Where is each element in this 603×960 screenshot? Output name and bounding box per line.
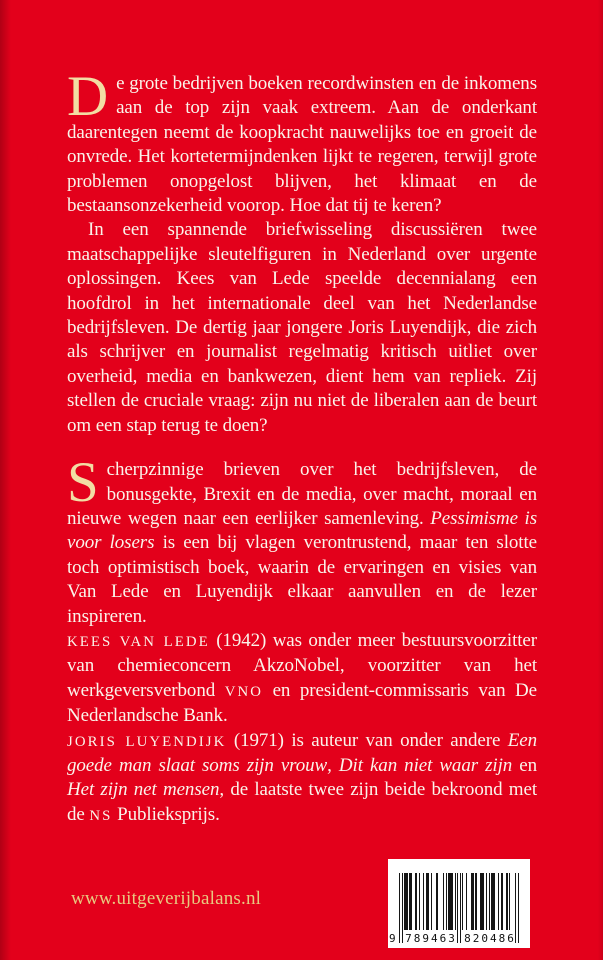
blurb-section-2 bbox=[67, 451, 537, 629]
dropcap-s: S bbox=[67, 451, 99, 515]
isbn-barcode bbox=[388, 859, 530, 948]
barcode-digits-right: 820486 bbox=[464, 932, 516, 945]
barcode-area bbox=[389, 873, 519, 945]
blurb-paragraph-2: In een spannende briefwisseling discussiëren twee maatschappelijke sleutelfiguren in Nederland over urgente oplossingen. Kees van Lede speelde decennialang een hoofdrol in het internationale deel van het Nederlandse bedrijfsleven. De dertig jaar jongere Joris Luyendijk, die zich als schrijver en journalist regelmatig kritisch uitliet over overheid, media en bankwezen, dient hem van repliek. Zij stellen de cruciale vraag: zijn nu niet de liberalen aan de beurt om een stap terug te doen? bbox=[67, 219, 537, 436]
blurb-paragraph-1-text: e grote bedrijven boeken recordwinsten en de inkomens aan de top zijn vaak extreem. Aan de onderkant daarentegen neemt de koopkracht nauwelijks toe en groeit de onvrede. Het kortetermijndenken lijkt te regeren, terwijl grote problemen onopgelost blijven, het klimaat en de bestaansonzekerheid voorop. Hoe dat tij te keren? bbox=[67, 73, 537, 217]
barcode-digit-first: 9 bbox=[389, 932, 396, 945]
author-bio-joris-luyendijk: JORIS LUYENDIJK (1971) is auteur van onder andere Een goede man slaat soms zijn vrouw, Dit kan niet waar zijn en Het zijn net mensen, de laatste twee zijn beide bekroond met de NS Publieksprijs. bbox=[67, 729, 537, 825]
blurb-paragraph-1 bbox=[67, 65, 537, 218]
back-cover-text bbox=[67, 65, 537, 828]
blurb-paragraph-3 bbox=[67, 451, 537, 629]
spine-shadow bbox=[0, 0, 11, 960]
blurb-paragraph-3-text: cherpzinnige brieven over het bedrijfsleven, de bonusgekte, Brexit en de media, over macht, moraal en nieuwe wegen naar een eerlijker samenleving. Pessimisme is voor losers is een bij vlagen verontrustend, maar ten slotte toch optimistisch boek, waarin de ervaringen en visies van Van Lede en Luyendijk elkaar aanvullen en de lezer inspireren. bbox=[67, 459, 537, 627]
author-bio-kees-van-lede: KEES VAN LEDE (1942) was onder meer bestuursvoorzitter van chemieconcern AkzoNobel, voorzitter van het werkgeversverbond VNO en president-commissaris van De Nederlandsche Bank. bbox=[67, 629, 537, 727]
dropcap-d: D bbox=[67, 65, 109, 128]
barcode-digits-left: 789463 bbox=[405, 932, 457, 945]
publisher-url[interactable]: www.uitgeverijbalans.nl bbox=[71, 888, 262, 909]
edge-shadow bbox=[598, 0, 603, 960]
blurb-section-1 bbox=[67, 65, 537, 438]
